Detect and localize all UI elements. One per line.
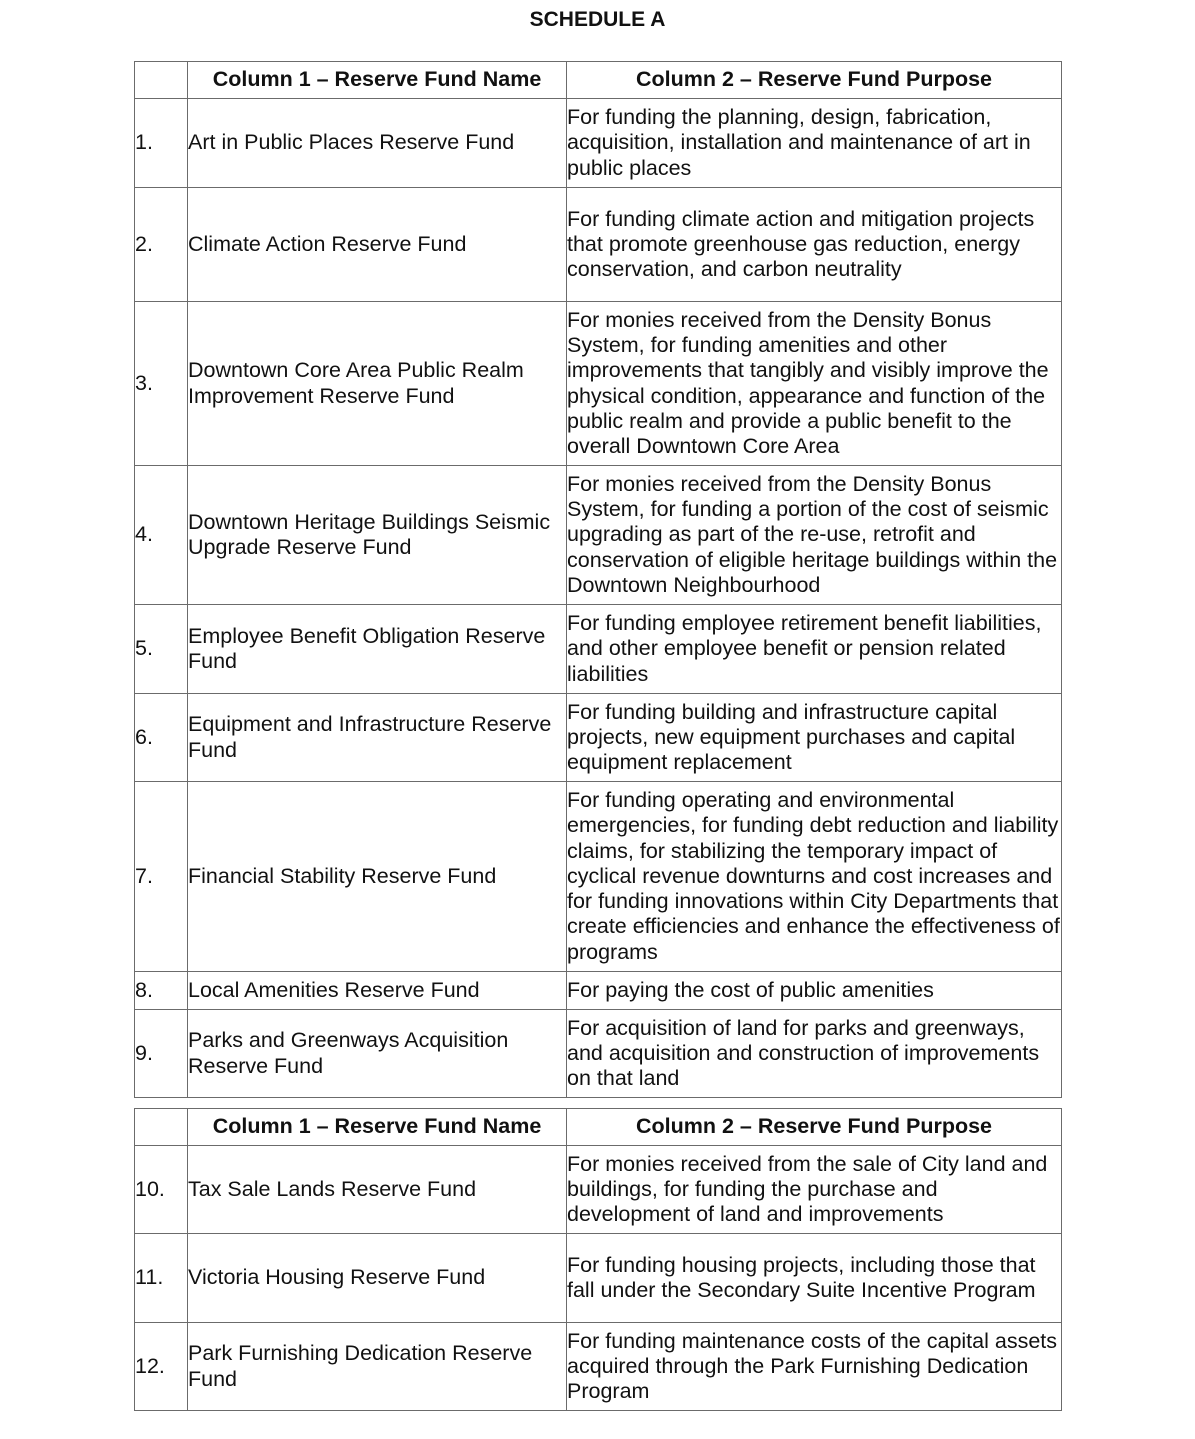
fund-purpose: For monies received from the Density Bonus System, for funding amenities and other improvements that tangibly and visibly improve the physical condition, appearance and function of the public realm and provide a public benefit to the overall Downtown Core Area [567, 302, 1062, 466]
row-number: 10. [135, 1146, 188, 1234]
fund-purpose: For funding building and infrastructure capital projects, new equipment purchases and capital equipment replacement [567, 694, 1062, 782]
table-row [135, 1234, 1062, 1323]
table-row [135, 1010, 1062, 1098]
fund-name: Tax Sale Lands Reserve Fund [188, 1146, 567, 1234]
reserve-fund-table-1 [134, 61, 1062, 1098]
fund-name: Equipment and Infrastructure Reserve Fund [188, 694, 567, 782]
table-row [135, 605, 1062, 694]
fund-name: Park Furnishing Dedication Reserve Fund [188, 1323, 567, 1411]
row-number: 2. [135, 188, 188, 302]
fund-name: Financial Stability Reserve Fund [188, 782, 567, 972]
table-row [135, 1323, 1062, 1411]
fund-purpose: For funding employee retirement benefit liabilities, and other employee benefit or pension related liabilities [567, 605, 1062, 694]
fund-name: Downtown Core Area Public Realm Improvement Reserve Fund [188, 302, 567, 466]
row-number: 8. [135, 972, 188, 1010]
fund-name: Art in Public Places Reserve Fund [188, 99, 567, 188]
row-number: 1. [135, 99, 188, 188]
row-number: 4. [135, 466, 188, 605]
header-column1: Column 1 – Reserve Fund Name [188, 62, 567, 99]
fund-purpose: For funding maintenance costs of the capital assets acquired through the Park Furnishing Dedication Program [567, 1323, 1062, 1411]
fund-purpose: For paying the cost of public amenities [567, 972, 1062, 1010]
table-row [135, 466, 1062, 605]
fund-purpose: For acquisition of land for parks and greenways, and acquisition and construction of improvements on that land [567, 1010, 1062, 1098]
fund-name: Climate Action Reserve Fund [188, 188, 567, 302]
header-column2: Column 2 – Reserve Fund Purpose [567, 62, 1062, 99]
fund-name: Employee Benefit Obligation Reserve Fund [188, 605, 567, 694]
table-row [135, 782, 1062, 972]
row-number: 5. [135, 605, 188, 694]
row-number: 11. [135, 1234, 188, 1323]
fund-purpose: For monies received from the sale of City land and buildings, for funding the purchase and development of land and improvements [567, 1146, 1062, 1234]
row-number: 7. [135, 782, 188, 972]
table-header-row [135, 62, 1062, 99]
fund-name: Local Amenities Reserve Fund [188, 972, 567, 1010]
row-number: 3. [135, 302, 188, 466]
table-row [135, 99, 1062, 188]
fund-name: Victoria Housing Reserve Fund [188, 1234, 567, 1323]
header-number [135, 62, 188, 99]
fund-name: Parks and Greenways Acquisition Reserve Fund [188, 1010, 567, 1098]
row-number: 9. [135, 1010, 188, 1098]
table-header-row [135, 1109, 1062, 1146]
fund-purpose: For funding climate action and mitigation projects that promote greenhouse gas reduction, energy conservation, and carbon neutrality [567, 188, 1062, 302]
document-title: SCHEDULE A [529, 8, 666, 31]
row-number: 6. [135, 694, 188, 782]
row-number: 12. [135, 1323, 188, 1411]
table-row [135, 972, 1062, 1010]
table-row [135, 1146, 1062, 1234]
fund-purpose: For funding the planning, design, fabrication, acquisition, installation and maintenance of art in public places [567, 99, 1062, 188]
table-row [135, 694, 1062, 782]
table-row [135, 302, 1062, 466]
fund-purpose: For funding operating and environmental emergencies, for funding debt reduction and liability claims, for stabilizing the temporary impact of cyclical revenue downturns and cost increases and for funding innovations within City Departments that create efficiencies and enhance the effectiveness of programs [567, 782, 1062, 972]
header-column2: Column 2 – Reserve Fund Purpose [567, 1109, 1062, 1146]
header-column1: Column 1 – Reserve Fund Name [188, 1109, 567, 1146]
fund-purpose: For funding housing projects, including those that fall under the Secondary Suite Incentive Program [567, 1234, 1062, 1323]
header-number [135, 1109, 188, 1146]
reserve-fund-table-2 [134, 1108, 1062, 1411]
table-row [135, 188, 1062, 302]
fund-purpose: For monies received from the Density Bonus System, for funding a portion of the cost of seismic upgrading as part of the re-use, retrofit and conservation of eligible heritage buildings within the Downtown Neighbourhood [567, 466, 1062, 605]
fund-name: Downtown Heritage Buildings Seismic Upgrade Reserve Fund [188, 466, 567, 605]
